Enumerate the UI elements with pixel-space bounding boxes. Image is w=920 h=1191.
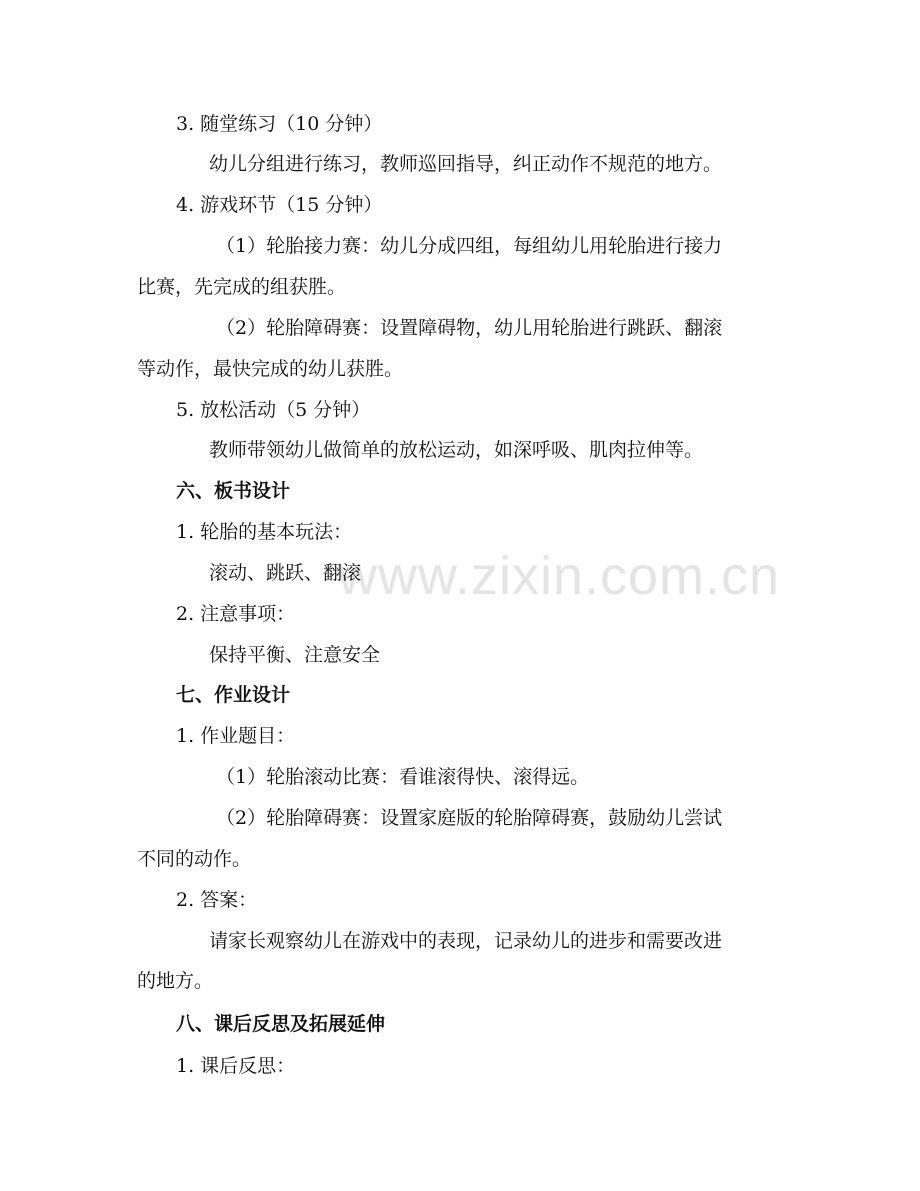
paragraph: （2）轮胎障碍赛：设置家庭版的轮胎障碍赛，鼓励幼儿尝试 <box>216 807 723 829</box>
item-relax-activity: 5. 放松活动（5 分钟） <box>176 399 371 421</box>
paragraph: 等动作，最快完成的幼儿获胜。 <box>137 358 404 380</box>
section-heading-board-design: 六、板书设计 <box>176 480 291 502</box>
section-heading-reflection: 八、课后反思及拓展延伸 <box>176 1013 386 1035</box>
paragraph: 滚动、跳跃、翻滚 <box>209 562 362 584</box>
watermark: www.zixin.com.cn <box>338 546 781 606</box>
paragraph: 比赛，先完成的组获胜。 <box>137 276 347 298</box>
paragraph: （2）轮胎障碍赛：设置障碍物，幼儿用轮胎进行跳跃、翻滚 <box>216 317 723 339</box>
paragraph: 教师带领幼儿做简单的放松运动，如深呼吸、肌肉拉伸等。 <box>209 439 704 461</box>
list-item: 2. 注意事项： <box>176 603 296 625</box>
list-item: 2. 答案： <box>176 889 258 911</box>
item-game-session: 4. 游戏环节（15 分钟） <box>176 194 383 216</box>
item-random-practice: 3. 随堂练习（10 分钟） <box>176 113 383 135</box>
list-item: 1. 作业题目： <box>176 725 296 747</box>
paragraph: 保持平衡、注意安全 <box>209 644 381 666</box>
paragraph: 请家长观察幼儿在游戏中的表现，记录幼儿的进步和需要改进 <box>209 930 723 952</box>
list-item: 1. 轮胎的基本玩法： <box>176 521 353 543</box>
paragraph: （1）轮胎接力赛：幼儿分成四组，每组幼儿用轮胎进行接力 <box>216 235 723 257</box>
list-item: 1. 课后反思： <box>176 1055 296 1077</box>
paragraph: 不同的动作。 <box>137 848 252 870</box>
paragraph: 的地方。 <box>137 970 214 992</box>
paragraph: （1）轮胎滚动比赛：看谁滚得快、滚得远。 <box>216 766 590 788</box>
section-heading-homework-design: 七、作业设计 <box>176 684 291 706</box>
paragraph: 幼儿分组进行练习，教师巡回指导，纠正动作不规范的地方。 <box>209 153 723 175</box>
